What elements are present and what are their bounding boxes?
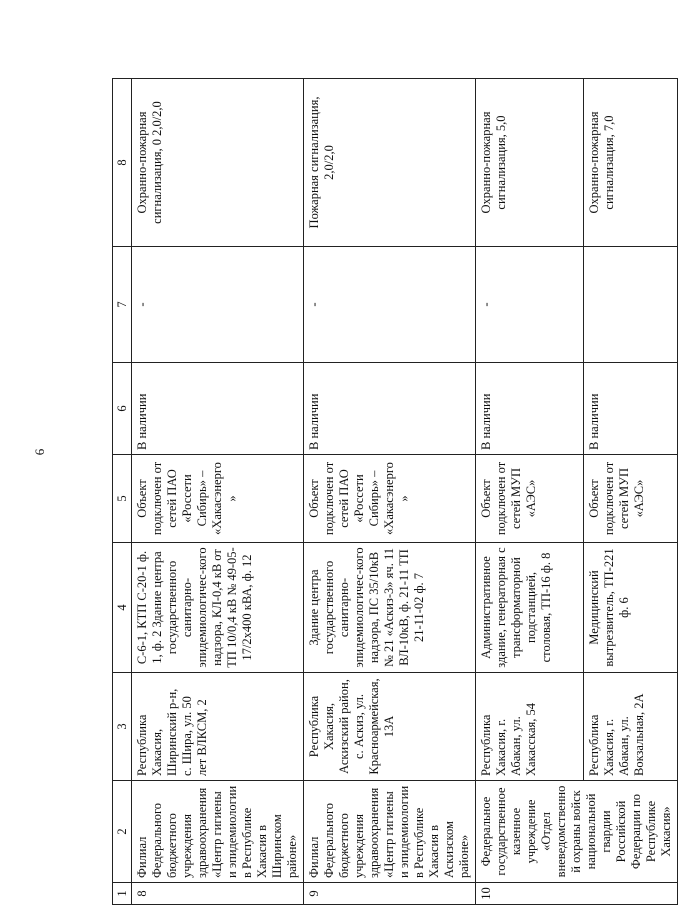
connection-cell: Объект подключен от сетей ПАО «Россети Сибирь» – «Хакасэнерго» — [304, 455, 476, 543]
col7-cell: - — [304, 247, 476, 363]
header-col-8: 8 — [113, 79, 132, 247]
signal-cell: Охранно-пожарная сигнализация, 7,0 — [583, 79, 677, 247]
page-number: 6 — [32, 448, 47, 456]
address-cell: Республика Хакасия, г. Абакан, ул. Хакасская, 54 — [476, 673, 584, 781]
col7-cell: - — [132, 247, 304, 363]
object-cell: Административное здание, генераторная с трансформаторной подстанцией, столовая, ТП-16 ф. 8 — [476, 543, 584, 673]
availability-cell: В наличии — [476, 363, 584, 455]
availability-cell: В наличии — [304, 363, 476, 455]
row-number: 8 — [132, 883, 304, 905]
col7-cell: - — [476, 247, 584, 363]
object-cell: С-6-1, КТП С-20-1 ф. 1, ф. 2 Здание центра государственного санитарно-эпидемиологичес-кого надзора, КЛ-0,4 кВ от ТП 10/0,4 кВ № 49-05-17/2х400 кВА, ф. 12 — [132, 543, 304, 673]
table-container — [112, 79, 673, 905]
header-col-7: 7 — [113, 247, 132, 363]
organization-name: Филиал Федерального бюджетного учреждения здравоохранения «Центр гигиены и эпидемиологии в Республике Хакасия в Ширинском районе» — [132, 781, 304, 883]
row-number: 10 — [476, 883, 678, 905]
header-col-1: 1 — [113, 883, 132, 905]
connection-cell: Объект подключен от сетей МУП «АЭС» — [476, 455, 584, 543]
address-cell: Республика Хакасия, Ширинский р-н, с. Шира, ул. 50 лет ВЛКСМ, 2 — [132, 673, 304, 781]
object-cell: Медицинский вытрезвитель, ТП-221 ф. 6 — [583, 543, 677, 673]
col7-cell — [583, 247, 677, 363]
signal-cell: Охранно-пожарная сигнализация, 5,0 — [476, 79, 584, 247]
address-cell: Республика Хакасия, г. Абакан, ул. Вокзальная, 2А — [583, 673, 677, 781]
objects-table — [112, 78, 678, 905]
availability-cell: В наличии — [583, 363, 677, 455]
header-col-2: 2 — [113, 781, 132, 883]
header-col-4: 4 — [113, 543, 132, 673]
organization-name: Федеральное государственное казенное учреждение «Отдел вневедомственной охраны войск национальной гвардии Российской Федерации по Республике Хакасия» — [476, 781, 678, 883]
header-col-6: 6 — [113, 363, 132, 455]
signal-cell: Пожарная сигнализация, 2,0/2,0 — [304, 79, 476, 247]
header-col-3: 3 — [113, 673, 132, 781]
row-number: 9 — [304, 883, 476, 905]
header-col-5: 5 — [113, 455, 132, 543]
address-cell: Республика Хакасия, Аскизский район, с. Аскиз, ул. Красноармейская, 13А — [304, 673, 476, 781]
object-cell: Здание центра государственного санитарно-эпидемиологичес-кого надзора, ПС 35/10кВ № 21 «Аскиз-3» яч. 11 ВЛ-10кВ, ф. 21-11 ТП 21-11-02 ф. 7 — [304, 543, 476, 673]
table-row — [132, 79, 304, 905]
signal-cell: Охранно-пожарная сигнализация, 0 2,0/2,0 — [132, 79, 304, 247]
availability-cell: В наличии — [132, 363, 304, 455]
rotated-table-frame — [112, 79, 673, 905]
table-row — [476, 79, 584, 905]
connection-cell: Объект подключен от сетей ПАО «Россети Сибирь» – «Хакасэнерго» — [132, 455, 304, 543]
table-row — [304, 79, 476, 905]
table-header-row — [113, 79, 132, 905]
connection-cell: Объект подключен от сетей МУП «АЭС» — [583, 455, 677, 543]
organization-name: Филиал Федерального бюджетного учреждения здравоохранения «Центр гигиены и эпидемиологии в Республике Хакасия в Аскизском районе» — [304, 781, 476, 883]
